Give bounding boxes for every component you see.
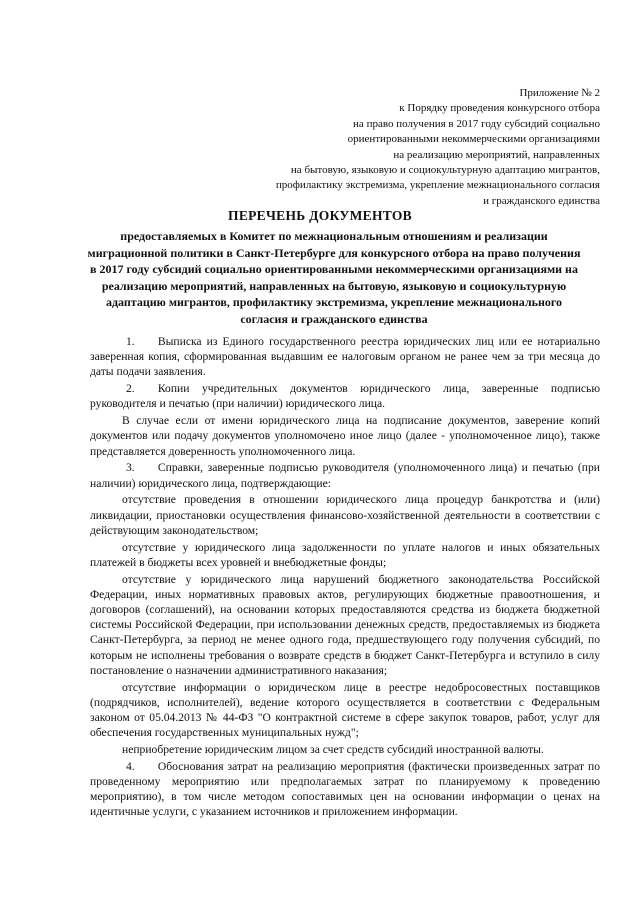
body-paragraph: неприобретение юридическим лицом за счет средств субсидий иностранной валюты. (122, 743, 544, 757)
item-2-paragraph: 2. Копии учредительных документов юридического лица, заверенные подписью руководителя и печатью (при наличии) юридического лица. (90, 382, 600, 411)
appendix-header (180, 86, 600, 209)
body-paragraph: отсутствие проведения в отношении юридического лица процедур банкротства и (или) ликвидации, приостановки осуществления финансово-хозяйственной деятельности в соответствии с действующим законодательством; (90, 493, 600, 537)
appendix-line: ориентированными некоммерческими организациями (347, 133, 600, 146)
appendix-line: на право получения в 2017 году субсидий социально (353, 117, 600, 130)
body-paragraph: отсутствие у юридического лица нарушений бюджетного законодательства Российской Федерации, иных нормативных правовых актов, регулирующих бюджетные правоотношения, и договоров (соглашений), на основании которых предоставляются средства из бюджета бюджетной системы Российской Федерации, при использовании денежных средств, предоставляемых из бюджета Санкт-Петербурга, за период не менее одного года, предшествующего году получения субсидий, по которым не исполнены требования о возврате средств в бюджет Санкт-Петербурга и вступило в силу постановление о назначении административного наказания; (90, 572, 600, 677)
appendix-line: и гражданского единства (483, 194, 600, 207)
appendix-line: профилактику экстремизма, укрепление межнационального согласия (275, 179, 600, 192)
appendix-line: к Порядку проведения конкурсного отбора (399, 102, 600, 115)
document-body (90, 334, 600, 821)
appendix-line: Приложение № 2 (519, 87, 600, 99)
document-title: ПЕРЕЧЕНЬ ДОКУМЕНТОВ (228, 208, 412, 223)
body-paragraph: В случае если от имени юридического лица на подписание документов, заверение копий документов или подачу документов уполномочено иное лицо (далее - уполномоченное лицо), также представляется доверенность уполномоченного лица. (90, 414, 600, 458)
body-paragraph: отсутствие у юридического лица задолженности по уплате налогов и иных обязательных платежей в бюджеты всех уровней и внебюджетные фонды; (90, 540, 600, 569)
appendix-line: на бытовую, языковую и социокультурную адаптацию мигрантов, (290, 164, 600, 177)
item-4-paragraph: 4. Обоснования затрат на реализацию мероприятия (фактически произведенных затрат по проведенному мероприятию или предполагаемых затрат по планируемому к проведению мероприятию), в том числе методом сопоставимых цен на основании информации о ценах на идентичные услуги, с указанием источников и приложением информации. (90, 759, 600, 819)
appendix-line: на реализацию мероприятий, направленных (393, 148, 600, 161)
item-3-paragraph: 3. Справки, заверенные подписью руководителя (уполномоченного лица) и печатью (при наличии) юридического лица, подтверждающие: (90, 461, 600, 490)
document-subtitle: предоставляемых в Комитет по межнациональным отношениям и реализации миграционной политики в Санкт-Петербурге для конкурсного отбора на право получения в 2017 году субсидий социально ориентированными некоммерческими организациями на реализацию мероприятий, направленных на бытовую, языковую и социокультурную адаптацию мигрантов, профилактику экстремизма, укрепление межнационального согласия и гражданского единства (87, 229, 581, 326)
item-1-paragraph: 1. Выписка из Единого государственного реестра юридических лиц или ее нотариально заверенная копия, сформированная выдавшим ее налоговым органом не ранее чем за три месяца до даты подачи заявления. (90, 335, 600, 379)
body-paragraph: отсутствие информации о юридическом лице в реестре недобросовестных поставщиков (подрядчиков, исполнителей), ведение которого осуществляется в соответствии с Федеральным законом от 05.04.2013 № 44-ФЗ "О контрактной системе в сфере закупок товаров, работ, услуг для обеспечения государственных муниципальных нужд"; (90, 680, 600, 740)
